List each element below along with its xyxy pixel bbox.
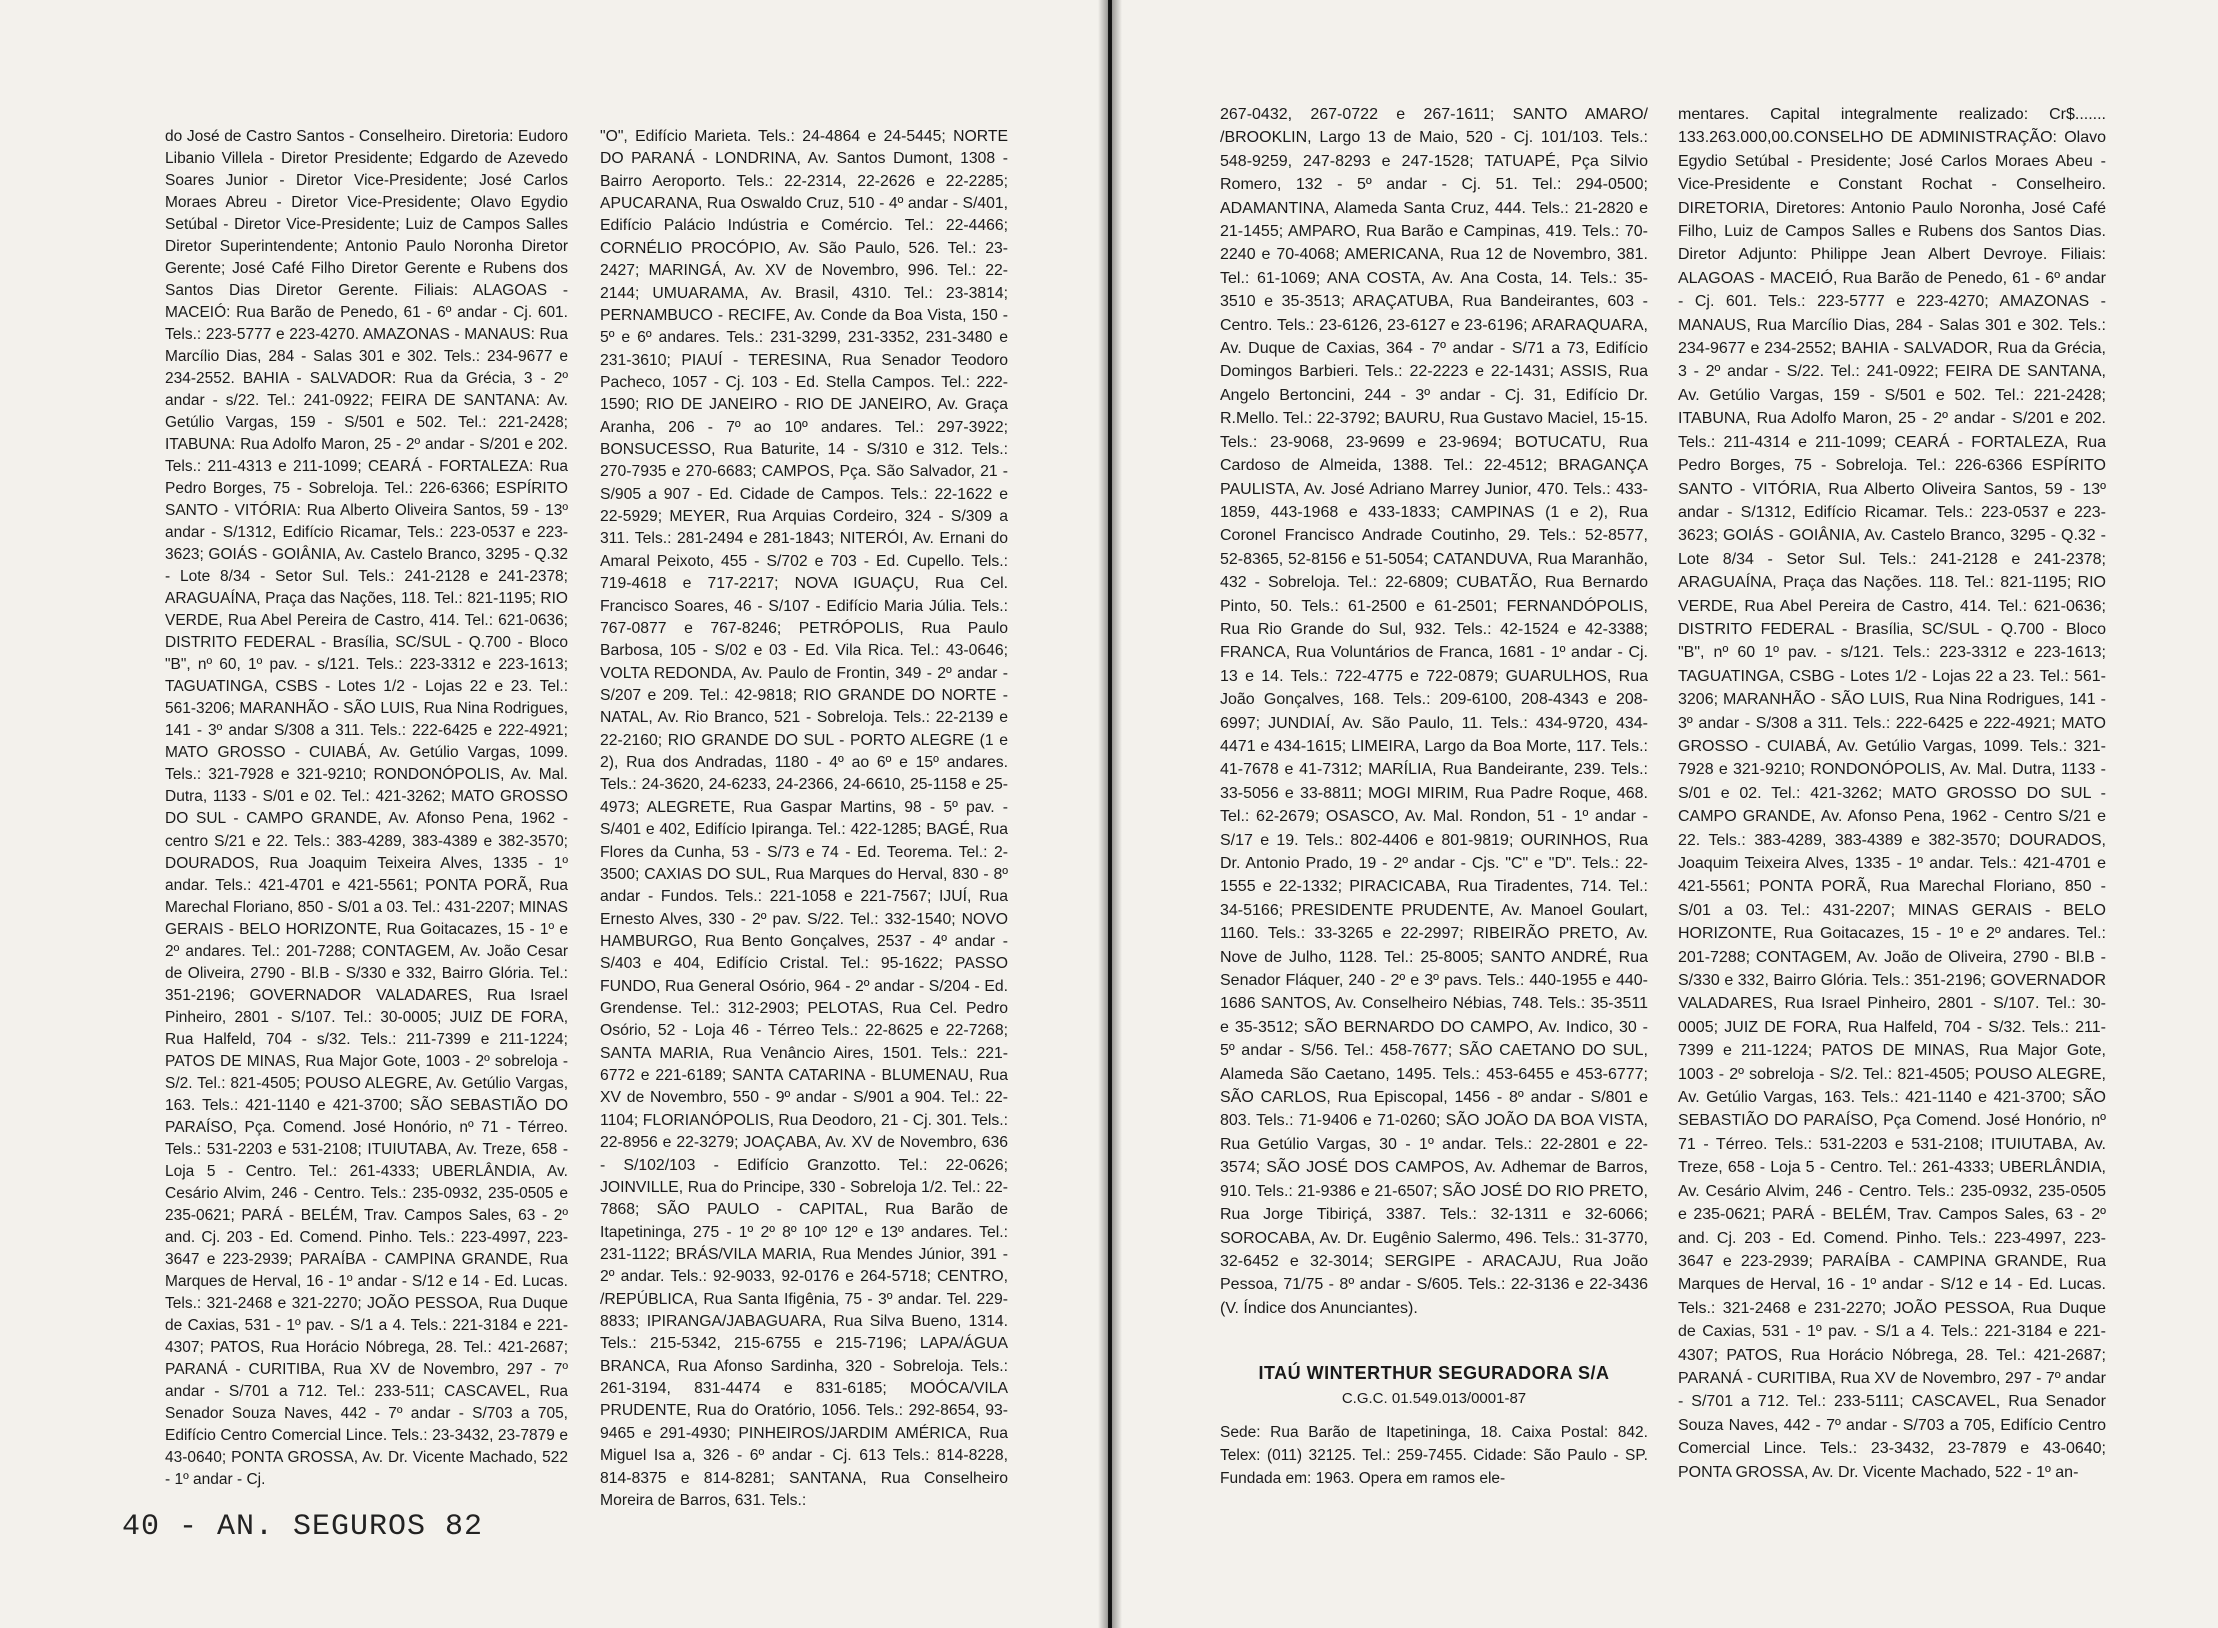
left-page-column-1 [165, 126, 568, 1491]
book-gutter [1098, 0, 1122, 1628]
column-text: "O", Edifício Marieta. Tels.: 24-4864 e 24-5445; NORTE DO PARANÁ - LONDRINA, Av. Santos Dumont, 1308 - Bairro Aeroporto. Tels.: 22-2314, 22-2626 e 22-2285; APUCARANA, Rua Oswaldo Cruz, 510 - 4º andar - S/401, Edifício Palácio Indústria e Comércio. Tel.: 22-4466; CORNÉLIO PROCÓPIO, Av. São Paulo, 526. Tel.: 23-2427; MARINGÁ, Av. XV de Novembro, 996. Tel.: 22-2144; UMUARAMA, Av. Brasil, 4310. Tel.: 23-3814; PERNAMBUCO - RECIFE, Av. Conde da Boa Vista, 150 - 5º e 6º andares. Tels.: 231-3299, 231-3352, 231-3480 e 231-3610; PIAUÍ - TERESINA, Rua Senador Teodoro Pacheco, 1057 - Cj. 103 - Ed. Stella Campos. Tel.: 222-1590; RIO DE JANEIRO - RIO DE JANEIRO, Av. Graça Aranha, 206 - 7º ao 10º andares. Tel.: 297-3922; BONSUCESSO, Rua Baturite, 14 - S/310 e 312. Tels.: 270-7935 e 270-6683; CAMPOS, Pça. São Salvador, 21 - S/905 a 907 - Ed. Cidade de Campos. Tels.: 22-1622 e 22-5929; MEYER, Rua Arquias Cordeiro, 324 - S/309 a 311. Tels.: 281-2494 e 281-1843; NITERÓI, Av. Ernani do Amaral Peixoto, 455 - S/702 e 703 - Ed. Cupello. Tels.: 719-4618 e 717-2217; NOVA IGUAÇU, Rua Cel. Francisco Soares, 46 - S/107 - Edifício Maria Júlia. Tels.: 767-0877 e 767-8246; PETRÓPOLIS, Rua Paulo Barbosa, 105 - S/02 e 03 - Ed. Vila Rica. Tel.: 43-0646; VOLTA REDONDA, Av. Paulo de Frontin, 349 - 2º andar - S/207 e 209. Tel.: 42-9818; RIO GRANDE DO NORTE - NATAL, Av. Rio Branco, 521 - Sobreloja. Tels.: 22-2139 e 22-2160; RIO GRANDE DO SUL - PORTO ALEGRE (1 e 2), Rua dos Andradas, 1180 - 4º ao 6º e 15º andares. Tels.: 24-3620, 24-6233, 24-2366, 24-6610, 25-1158 e 25-4973; ALEGRETE, Rua Gaspar Martins, 98 - 5º pav. - S/401 e 402, Edifício Ipiranga. Tel.: 422-1285; BAGÉ, Rua Flores da Cunha, 53 - S/73 e 74 - Ed. Teorema. Tel.: 2-3500; CAXIAS DO SUL, Rua Marques do Herval, 830 - 8º andar - Fundos. Tels.: 221-1058 e 221-7567; IJUÍ, Rua Ernesto Alves, 330 - 2º pav. S/22. Tel.: 332-1540; NOVO HAMBURGO, Rua Bento Gonçalves, 2537 - 4º andar - S/403 e 404, Edifício Cristal. Tel.: 95-1622; PASSO FUNDO, Rua General Osório, 964 - 2º andar - S/204 - Ed. Grendense. Tel.: 312-2903; PELOTAS, Rua Cel. Pedro Osório, 52 - Loja 46 - Térreo Tels.: 22-8625 e 22-7268; SANTA MARIA, Rua Venâncio Aires, 1501. Tels.: 221-6772 e 221-6189; SANTA CATARINA - BLUMENAU, Rua XV de Novembro, 550 - 9º andar - S/901 a 904. Tel.: 22-1104; FLORIANÓPOLIS, Rua Deodoro, 21 - Cj. 301. Tels.: 22-8956 e 22-3279; JOAÇABA, Av. XV de Novembro, 636 - S/102/103 - Edifício Granzotto. Tel.: 22-0626; JOINVILLE, Rua do Principe, 330 - Sobreloja 1/2. Tel.: 22-7868; SÃO PAULO - CAPITAL, Rua Barão de Itapetininga, 275 - 1º 2º 8º 10º 12º e 13º andares. Tel.: 231-1122; BRÁS/VILA MARIA, Rua Mendes Júnior, 391 - 2º andar. Tels.: 92-9033, 92-0176 e 264-5718; CENTRO, /REPÚBLICA, Rua Santa Ifigênia, 75 - 3º andar. Tel. 229-8833; IPIRANGA/JABAGUARA, Rua Silva Bueno, 1314. Tels.: 215-5342, 215-6755 e 215-7196; LAPA/ÁGUA BRANCA, Rua Afonso Sardinha, 320 - Sobreloja. Tels.: 261-3194, 831-4474 e 831-6185; MOÓCA/VILA PRUDENTE, Rua do Oratório, 1056. Tels.: 292-8654, 93-9465 e 291-4930; PINHEIROS/JARDIM AMÉRICA, Rua Miguel Isa a, 326 - 6º andar - Cj. 613 Tels.: 814-8228, 814-8375 e 814-8281; SANTANA, Rua Conselheiro Moreira de Barros, 631. Tels.: [600, 128, 1008, 1509]
company-name: ITAÚ WINTERTHUR SEGURADORA S/A [1258, 1363, 1610, 1383]
right-page-column-1 [1220, 103, 1648, 1320]
column-text: mentares. Capital integralmente realizado: Cr$....... 133.263.000,00.CONSELHO DE ADMINISTRAÇÃO: Olavo Egydio Setúbal - Presidente; José Carlos Moraes Abeu - Vice-Presidente e Constant Rochat - Conselheiro. DIRETORIA, Diretores: Antonio Paulo Noronha, José Café Filho, Luiz de Campos Salles e Rubens dos Santos Dias. Diretor Adjunto: Philippe Jean Albert Devroye. Filiais: ALAGOAS - MACEIÓ, Rua Barão de Penedo, 61 - 6º andar - Cj. 601. Tels.: 223-5777 e 223-4270; AMAZONAS - MANAUS, Rua Marcílio Dias, 284 - Salas 301 e 302. Tels.: 234-9677 e 234-2552; BAHIA - SALVADOR, Rua da Grécia, 3 - 2º andar - S/22. Tel.: 241-0922; FEIRA DE SANTANA, Av. Getúlio Vargas, 159 - S/501 e 502. Tel.: 221-2428; ITABUNA, Rua Adolfo Maron, 25 - 2º andar - S/201 e 202. Tels.: 211-4314 e 211-1099; CEARÁ - FORTALEZA, Rua Pedro Borges, 75 - Sobreloja. Tel.: 226-6366 ESPÍRITO SANTO - VITÓRIA, Rua Alberto Oliveira Santos, 59 - 13º andar - S/1312, Edifício Ricamar. Tels.: 223-0537 e 223-3623; GOIÁS - GOIÂNIA, Av. Castelo Branco, 3295 - Q.32 - Lote 8/34 - Setor Sul. Tels.: 241-2128 e 241-2378; ARAGUAÍNA, Praça das Nações. 118. Tel.: 821-1195; RIO VERDE, Rua Abel Pereira de Castro, 414. Tel.: 621-0636; DISTRITO FEDERAL - Brasília, SC/SUL - Q.700 - Bloco "B", nº 60 1º pav. - s/121. Tels.: 223-3312 e 223-1613; TAGUATINGA, CSBG - Lotes 1/2 - Lojas 22 a 23. Tel.: 561-3206; MARANHÃO - SÃO LUIS, Rua Nina Rodrigues, 141 - 3º andar - S/308 a 311. Tels.: 222-6425 e 222-4921; MATO GROSSO - CUIABÁ, Av. Getúlio Vargas, 1099. Tels.: 321-7928 e 321-9210; RONDONÓPOLIS, Av. Mal. Dutra, 1133 - S/01 e 02. Tel.: 421-3262; MATO GROSSO DO SUL - CAMPO GRANDE, Av. Afonso Pena, 1962 - Centro S/21 e 22. Tels.: 383-4289, 383-4389 e 382-3570; DOURADOS, Joaquim Teixeira Alves, 1335 - 1º andar. Tels.: 421-4701 e 421-5561; PONTA PORÃ, Rua Marechal Floriano, 850 - S/01 a 03. Tel.: 431-2207; MINAS GERAIS - BELO HORIZONTE, Rua Goitacazes, 15 - 1º e 2º andares. Tel.: 201-7288; CONTAGEM, Av. João de Oliveira, 2790 - Bl.B - S/330 e 332, Bairro Glória. Tels.: 351-2196; GOVERNADOR VALADARES, Rua Israel Pinheiro, 2801 - S/107. Tel.: 30-0005; JUIZ DE FORA, Rua Halfeld, 704 - S/32. Tels.: 211-7399 e 211-1224; PATOS DE MINAS, Rua Major Gote, 1003 - 2º sobreloja - S/2. Tel.: 821-4505; POUSO ALEGRE, Av. Getúlio Vargas, 163. Tels.: 421-1140 e 421-3700; SÃO SEBASTIÃO DO PARAÍSO, Pça Comend. José Honório, nº 71 - Térreo. Tels.: 531-2203 e 531-2108; ITUIUTABA, Av. Treze, 658 - Loja 5 - Centro. Tel.: 261-4333; UBERLÂNDIA, Av. Cesário Alvim, 246 - Centro. Tels.: 235-0932, 235-0505 e 235-0621; PARÁ - BELÉM, Trav. Campos Sales, 63 - 2º and. Cj. 203 - Ed. Comend. Pinho. Tels.: 223-4997, 223-3647 e 223-2939; PARAÍBA - CAMPINA GRANDE, Rua Marques de Herval, 16 - 1º andar - S/12 e 14 - Ed. Lucas. Tels.: 321-2468 e 231-2270; JOÃO PESSOA, Rua Duque de Caxias, 531 - 1º pav. - S/1 a 4. Tels.: 221-3184 e 221-4307; PATOS, Rua Horácio Nóbrega, 28. Tel.: 421-2687; PARANÁ - CURITIBA, Rua XV de Novembro, 297 - 7º andar - S/701 a 712. Tel.: 233-5111; CASCAVEL, Rua Senador Souza Naves, 442 - 7º andar - S/703 a 705, Edifício Centro Comercial Lince. Tels.: 23-3432, 23-7879 e 43-0640; PONTA GROSSA, Av. Dr. Vicente Machado, 522 - 1º an- [1678, 106, 2106, 1481]
company-description: Sede: Rua Barão de Itapetininga, 18. Caixa Postal: 842. Telex: (011) 32125. Tel.: 259-7455. Cidade: São Paulo - SP. Fundada em: 1963. Opera em ramos ele- [1220, 1424, 1648, 1487]
right-page-column-2 [1678, 103, 2106, 1484]
left-page-column-2 [600, 126, 1008, 1512]
company-entry [1220, 1363, 1648, 1490]
column-text: do José de Castro Santos - Conselheiro. Diretoria: Eudoro Libanio Villela - Diretor Presidente; Edgardo de Azevedo Soares Junior - Diretor Vice-Presidente; José Carlos Moraes Abreu - Diretor Vice-Presidente; Olavo Egydio Setúbal - Diretor Vice-Presidente; Luiz de Campos Salles Diretor Superintendente; Antonio Paulo Noronha Diretor Gerente; José Café Filho Diretor Gerente e Rubens dos Santos Dias Diretor Gerente. Filiais: ALAGOAS - MACEIÓ: Rua Barão de Penedo, 61 - 6º andar - Cj. 601. Tels.: 223-5777 e 223-4270. AMAZONAS - MANAUS: Rua Marcílio Dias, 284 - Salas 301 e 302. Tels.: 234-9677 e 234-2552. BAHIA - SALVADOR: Rua da Grécia, 3 - 2º andar - s/22. Tel.: 241-0922; FEIRA DE SANTANA: Av. Getúlio Vargas, 159 - S/501 e 502. Tel.: 221-2428; ITABUNA: Rua Adolfo Maron, 25 - 2º andar - S/201 e 202. Tels.: 211-4313 e 211-1099; CEARÁ - FORTALEZA: Rua Pedro Borges, 75 - Sobreloja. Tel.: 226-6366; ESPÍRITO SANTO - VITÓRIA: Rua Alberto Oliveira Santos, 59 - 13º andar - S/1312, Edifício Ricamar, Tels.: 223-0537 e 223-3623; GOIÁS - GOIÂNIA, Av. Castelo Branco, 3295 - Q.32 - Lote 8/34 - Setor Sul. Tels.: 241-2128 e 241-2378; ARAGUAÍNA, Praça das Nações, 118. Tel.: 821-1195; RIO VERDE, Rua Abel Pereira de Castro, 414. Tel.: 621-0636; DISTRITO FEDERAL - Brasília, SC/SUL - Q.700 - Bloco "B", nº 60, 1º pav. - s/121. Tels.: 223-3312 e 223-1613; TAGUATINGA, CSBS - Lotes 1/2 - Lojas 22 e 23. Tel.: 561-3206; MARANHÃO - SÃO LUIS, Rua Nina Rodrigues, 141 - 3º andar S/308 a 311. Tels.: 222-6425 e 222-4921; MATO GROSSO - CUIABÁ, Av. Getúlio Vargas, 1099. Tels.: 321-7928 e 321-9210; RONDONÓPOLIS, Av. Mal. Dutra, 1133 - S/01 e 02. Tel.: 421-3262; MATO GROSSO DO SUL - CAMPO GRANDE, Av. Afonso Pena, 1962 - centro S/21 e 22. Tels.: 383-4289, 383-4389 e 382-3570; DOURADOS, Rua Joaquim Teixeira Alves, 1335 - 1º andar. Tels.: 421-4701 e 421-5561; PONTA PORÃ, Rua Marechal Floriano, 850 - S/01 a 03. Tel.: 431-2207; MINAS GERAIS - BELO HORIZONTE, Rua Goitacazes, 15 - 1º e 2º andares. Tel.: 201-7288; CONTAGEM, Av. João Cesar de Oliveira, 2790 - Bl.B - S/330 e 332, Bairro Glória. Tel.: 351-2196; GOVERNADOR VALADARES, Rua Israel Pinheiro, 2801 - S/107. Tel.: 30-0005; JUIZ DE FORA, Rua Halfeld, 704 - s/32. Tels.: 211-7399 e 211-1224; PATOS DE MINAS, Rua Major Gote, 1003 - 2º sobreloja - S/2. Tel.: 821-4505; POUSO ALEGRE, Av. Getúlio Vargas, 163. Tels.: 421-1140 e 421-3700; SÃO SEBASTIÃO DO PARAÍSO, Pça. Comend. José Honório, nº 71 - Térreo. Tels.: 531-2203 e 531-2108; ITUIUTABA, Av. Treze, 658 - Loja 5 - Centro. Tel.: 261-4333; UBERLÂNDIA, Av. Cesário Alvim, 246 - Centro. Tels.: 235-0932, 235-0505 e 235-0621; PARÁ - BELÉM, Trav. Campos Sales, 63 - 2º and. Cj. 203 - Ed. Comend. Pinho. Tels.: 223-4997, 223-3647 e 223-2939; PARAÍBA - CAMPINA GRANDE, Rua Marques de Herval, 16 - 1º andar - S/12 e 14 - Ed. Lucas. Tels.: 321-2468 e 321-2270; JOÃO PESSOA, Rua Duque de Caxias, 531 - 1º pav. - S/1 a 4. Tels.: 221-3184 e 221-4307; PATOS, Rua Horácio Nóbrega, 28. Tel.: 421-2687; PARANÁ - CURITIBA, Rua XV de Novembro, 297 - 7º andar - S/701 a 712. Tel.: 233-511; CASCAVEL, Rua Senador Souza Naves, 442 - 7º andar - S/703 a 705, Edifício Centro Comercial Lince. Tels.: 23-3432, 23-7879 e 43-0640; PONTA GROSSA, Av. Dr. Vicente Machado, 522 - 1º andar - Cj. [165, 128, 568, 1488]
column-text: 267-0432, 267-0722 e 267-1611; SANTO AMARO/ /BROOKLIN, Largo 13 de Maio, 520 - Cj. 101/103. Tels.: 548-9259, 247-8293 e 247-1528; TATUAPÉ, Pça Silvio Romero, 132 - 5º andar - Cj. 51. Tel.: 294-0500; ADAMANTINA, Alameda Santa Cruz, 444. Tels.: 21-2820 e 21-1455; AMPARO, Rua Barão e Campinas, 419. Tels.: 70-2240 e 70-4068; AMERICANA, Rua 12 de Novembro, 381. Tel.: 61-1069; ANA COSTA, Av. Ana Costa, 14. Tels.: 35-3510 e 35-3513; ARAÇATUBA, Rua Bandeirantes, 603 - Centro. Tels.: 23-6126, 23-6127 e 23-6196; ARARAQUARA, Av. Duque de Caxias, 364 - 7º andar - S/71 a 73, Edifício Domingos Barbieri. Tels.: 22-2223 e 22-1431; ASSIS, Rua Angelo Bertoncini, 244 - 3º andar - Cj. 31, Edifício Dr. R.Mello. Tel.: 22-3792; BAURU, Rua Gustavo Maciel, 15-15. Tels.: 23-9068, 23-9699 e 23-9694; BOTUCATU, Rua Cardoso de Almeida, 1388. Tel.: 22-4512; BRAGANÇA PAULISTA, Av. José Adriano Marrey Junior, 470. Tels.: 433-1859, 443-1968 e 433-1833; CAMPINAS (1 e 2), Rua Coronel Francisco Andrade Coutinho, 29. Tels.: 52-8577, 52-8365, 52-8156 e 51-5054; CATANDUVA, Rua Maranhão, 432 - Sobreloja. Tel.: 22-6809; CUBATÃO, Rua Bernardo Pinto, 50. Tels.: 61-2500 e 61-2501; FERNANDÓPOLIS, Rua Rio Grande do Sul, 932. Tels.: 42-1524 e 42-3388; FRANCA, Rua Voluntários de Franca, 1681 - 1º andar - Cj. 13 e 14. Tels.: 722-4775 e 722-0879; GUARULHOS, Rua João Gonçalves, 168. Tels.: 209-6100, 208-4343 e 208-6997; JUNDIAÍ, Av. São Paulo, 11. Tels.: 434-9720, 434-4471 e 434-1615; LIMEIRA, Largo da Boa Morte, 117. Tels.: 41-7678 e 41-7312; MARÍLIA, Rua Bandeirante, 239. Tels.: 33-5056 e 33-8811; MOGI MIRIM, Rua Padre Roque, 468. Tel.: 62-2679; OSASCO, Av. Mal. Rondon, 51 - 1º andar - S/17 e 19. Tels.: 802-4406 e 801-9819; OURINHOS, Rua Dr. Antonio Prado, 19 - 2º andar - Cjs. "C" e "D". Tels.: 22-1555 e 22-1332; PIRACICABA, Rua Tiradentes, 714. Tel.: 34-5166; PRESIDENTE PRUDENTE, Av. Manoel Goulart, 1160. Tels.: 33-3265 e 22-2997; RIBEIRÃO PRETO, Av. Nove de Julho, 1128. Tel.: 25-8005; SANTO ANDRÉ, Rua Senador Fláquer, 240 - 2º e 3º pavs. Tels.: 440-1955 e 440-1686 SANTOS, Av. Conselheiro Nébias, 748. Tels.: 35-3511 e 35-3512; SÃO BERNARDO DO CAMPO, Av. Indico, 30 - 5º andar - S/56. Tel.: 458-7677; SÃO CAETANO DO SUL, Alameda São Caetano, 1495. Tels.: 453-6455 e 453-6777; SÃO CARLOS, Rua Episcopal, 1456 - 8º andar - S/801 e 803. Tels.: 71-9406 e 71-0260; SÃO JOÃO DA BOA VISTA, Rua Getúlio Vargas, 30 - 1º andar. Tels.: 22-2801 e 22-3574; SÃO JOSÉ DOS CAMPOS, Av. Adhemar de Barros, 910. Tels.: 21-9386 e 21-6507; SÃO JOSÉ DO RIO PRETO, Rua Jorge Tibiriçá, 3387. Tels.: 32-1311 e 32-6066; SOROCABA, Av. Dr. Eugênio Salermo, 496. Tels.: 31-3770, 32-6452 e 32-3014; SERGIPE - ARACAJU, Rua João Pessoa, 71/75 - 8º andar - S/605. Tels.: 22-3136 e 22-3436 (V. Índice dos Anunciantes). [1220, 106, 1648, 1317]
company-cgc: C.G.C. 01.549.013/0001-87 [1341, 1390, 1527, 1407]
page-folio: 40 - AN. SEGUROS 82 [122, 1510, 484, 1544]
